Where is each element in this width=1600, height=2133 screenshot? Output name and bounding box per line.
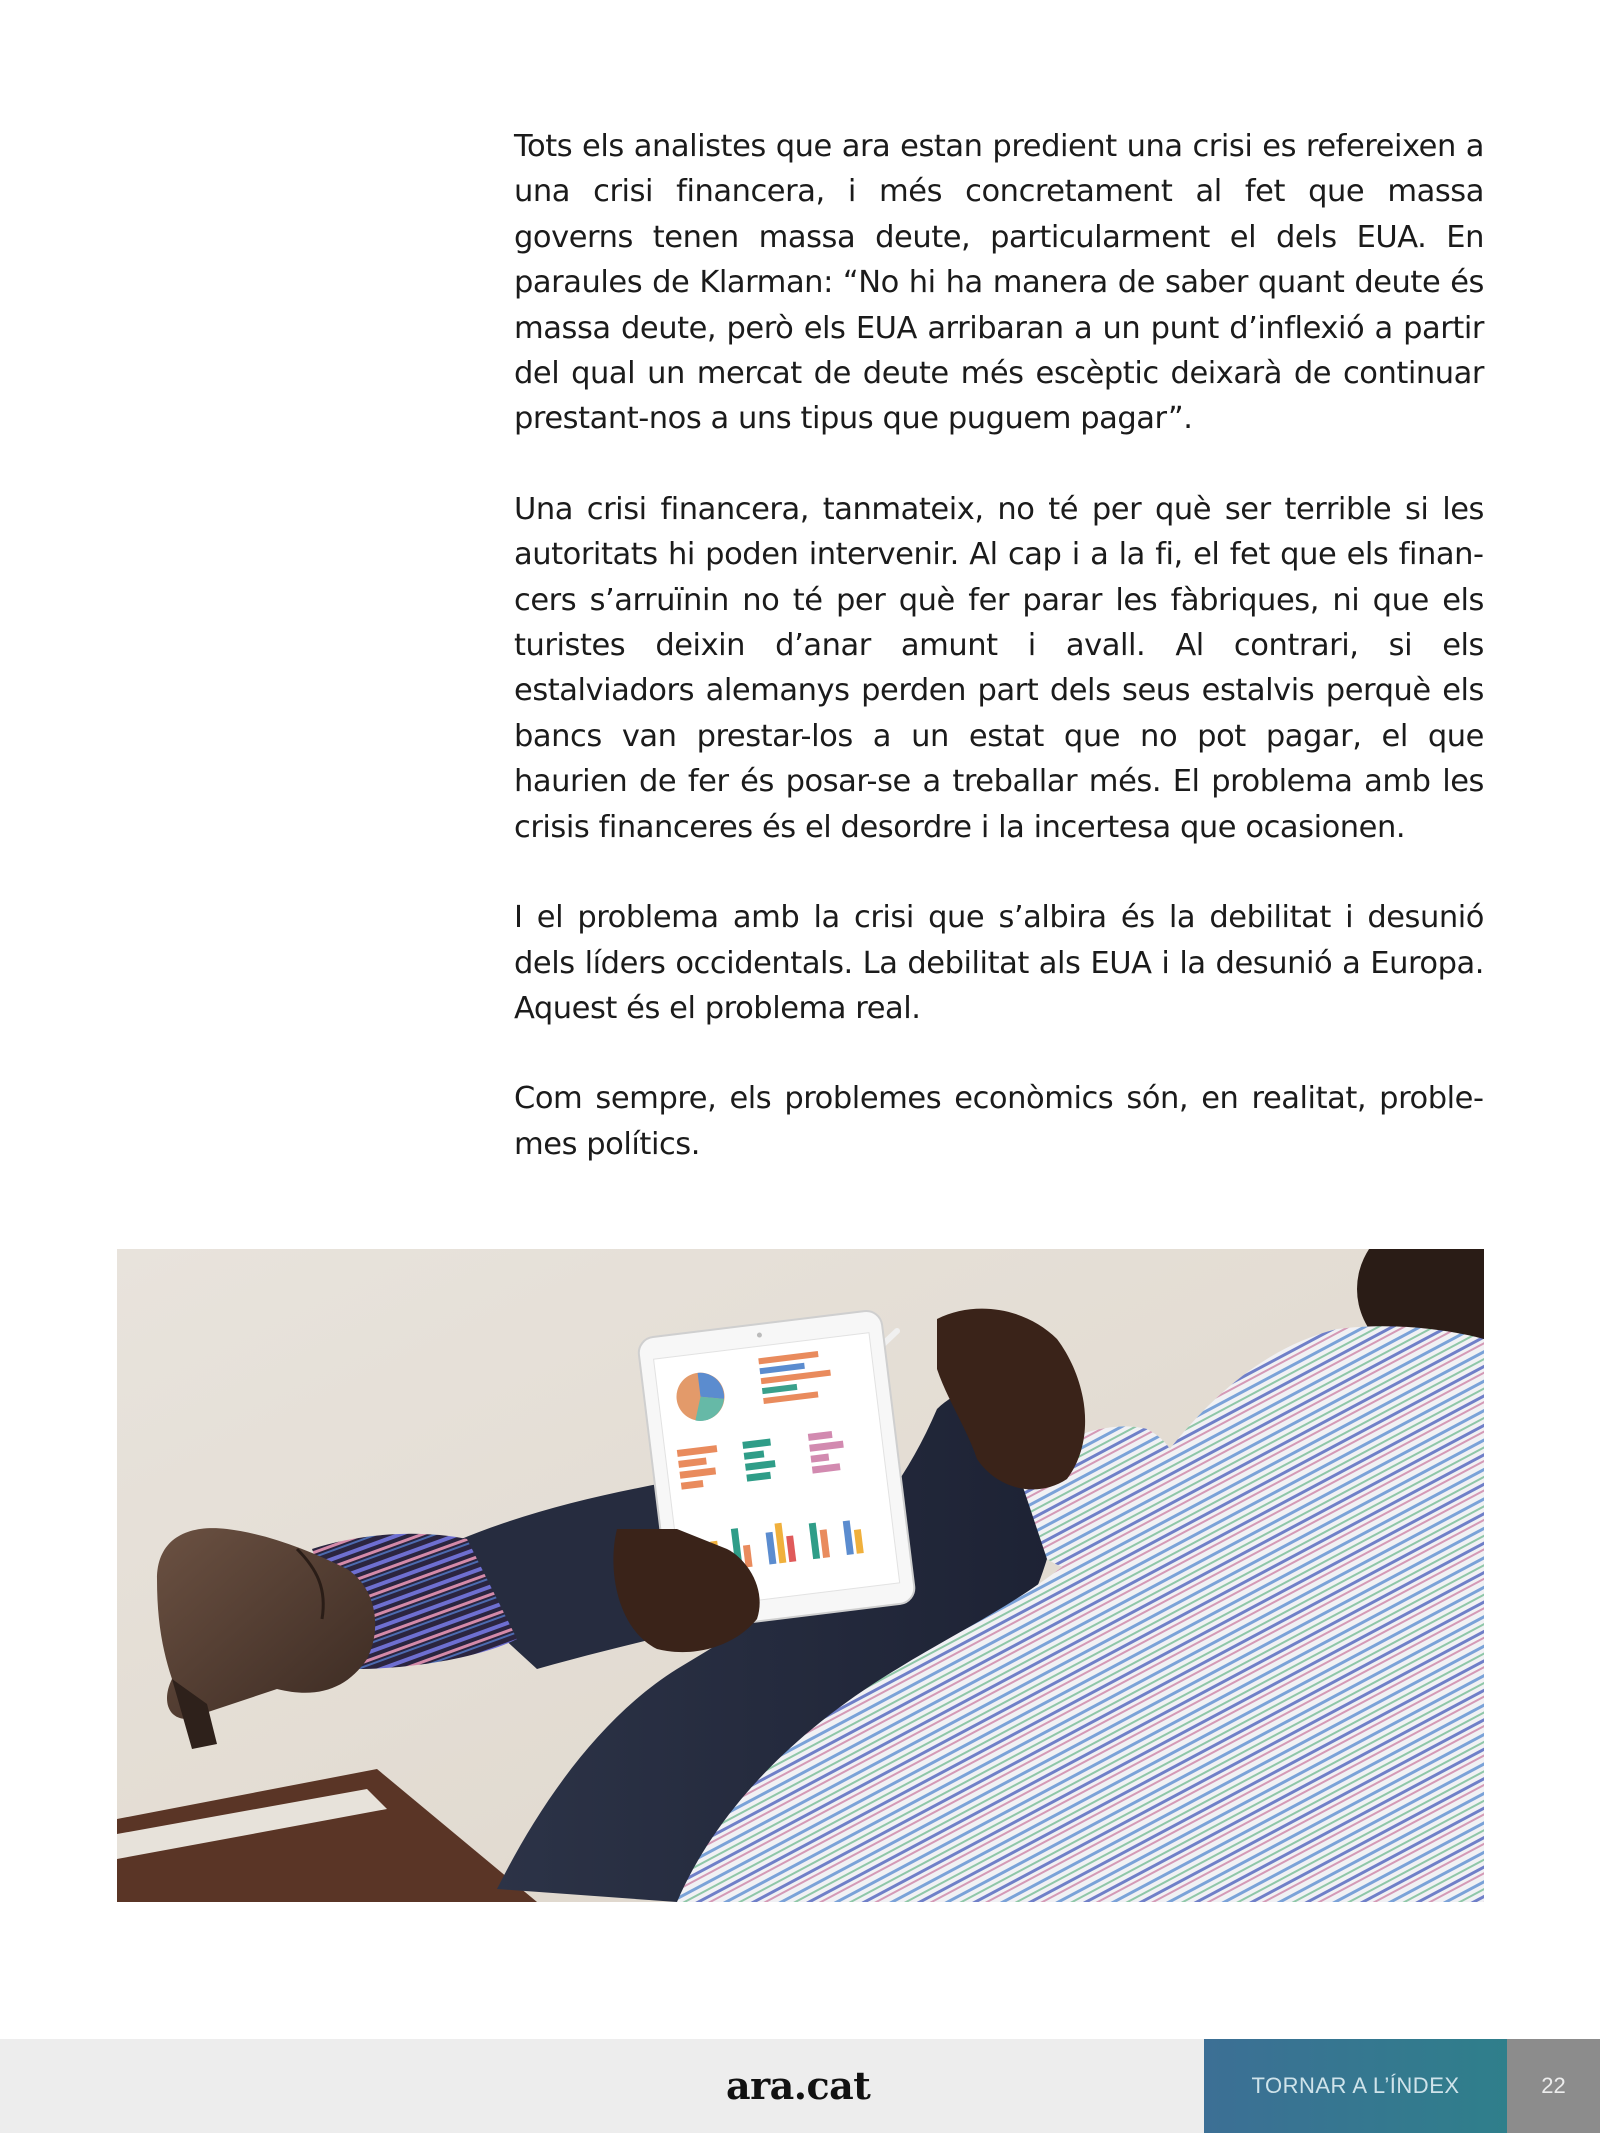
paragraph-4: Com sempre, els problemes econòmics són, en realitat, problemes polítics.: [514, 1081, 1484, 1162]
photo-man-with-tablet: [117, 1249, 1484, 1902]
article-photo: [117, 1249, 1484, 1902]
paragraph-3: I el problema amb la crisi que s’albira és la debilitat i desunió dels líders occidentals. La debilitat als EUA i la desunió a Europa. Aquest és el problema real.: [514, 900, 1484, 1026]
paragraph-2: Una crisi financera, tanmateix, no té per què ser terrible si les autoritats hi poden intervenir. Al cap i a la fi, el fet que els financers s’arruïnin no té per què fer parar les fàbriques, ni que els turistes deixin d’anar amunt i avall. Al contrari, si els estalviadors alemanys perden part dels seus estalvis perquè els bancs van prestar-los a un estat que no pot pagar, el que haurien de fer és posar-se a treballar més. El problema amb les crisis financeres és el desordre i la incertesa que ocasionen.: [514, 491, 1484, 845]
article-body: [514, 124, 1484, 1212]
back-to-index-button[interactable]: TORNAR A L’ÍNDEX: [1204, 2039, 1507, 2133]
page-footer: [0, 2039, 1600, 2133]
ara-cat-logo[interactable]: ara.cat: [726, 2063, 871, 2108]
paragraph-1: Tots els analistes que ara estan predient una crisi es refereixen a una crisi financera, i més concretament al fet que massa governs tenen massa deute, particularment el dels EUA. En paraules de Klarman: “No hi ha manera de saber quant deute és massa deute, però els EUA arribaran a un punt d’inflexió a partir del qual un mercat de deute més escèptic deixarà de continuar prestant-nos a uns tipus que puguem pagar”.: [514, 129, 1484, 437]
page-number: 22: [1507, 2039, 1600, 2133]
